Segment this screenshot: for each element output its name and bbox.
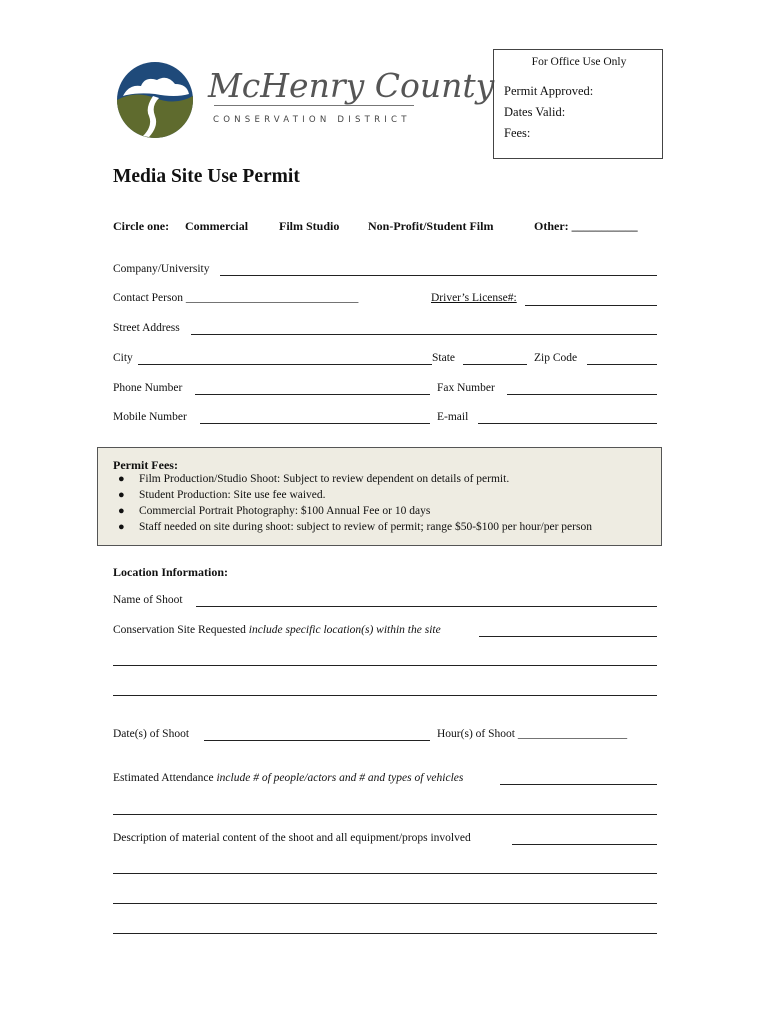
bullet-icon: ● <box>118 505 125 517</box>
description-label: Description of material content of the shoot and all equipment/props involved <box>113 832 471 844</box>
zip-input[interactable] <box>587 364 657 365</box>
description-line-2[interactable] <box>113 873 657 874</box>
site-requested-text: Conservation Site Requested <box>113 624 246 636</box>
email-label: E-mail <box>437 411 469 423</box>
site-requested-label <box>113 624 441 636</box>
circle-one-label: Circle one: <box>113 219 170 233</box>
description-line-3[interactable] <box>113 903 657 904</box>
dates-of-shoot-label: Date(s) of Shoot <box>113 728 190 740</box>
mobile-label: Mobile Number <box>113 411 187 423</box>
district-logo-icon <box>115 60 195 140</box>
street-input[interactable] <box>191 334 657 335</box>
attendance-note: include # of people/actors and # and types of vehicles <box>216 772 464 784</box>
email-input[interactable] <box>478 423 657 424</box>
logo-name: McHenry County <box>208 66 495 105</box>
dates-of-shoot-input[interactable] <box>204 740 430 741</box>
phone-input[interactable] <box>195 394 430 395</box>
location-heading: Location Information: <box>113 565 228 579</box>
fee-item <box>118 521 592 533</box>
contact-label[interactable]: Contact Person ______________________________ <box>113 292 359 304</box>
city-input[interactable] <box>138 364 432 365</box>
state-label: State <box>432 352 455 364</box>
page-title: Media Site Use Permit <box>113 166 300 187</box>
state-input[interactable] <box>463 364 527 365</box>
fee-item-text: Staff needed on site during shoot: subject to review of permit; range $50-$100 per hour/per person <box>139 521 592 533</box>
fee-item <box>118 473 510 485</box>
option-commercial[interactable]: Commercial <box>185 219 249 233</box>
site-requested-line-3[interactable] <box>113 695 657 696</box>
fees-label: Fees: <box>504 126 531 140</box>
fee-item-text: Student Production: Site use fee waived. <box>139 489 326 501</box>
site-requested-input[interactable] <box>479 636 657 637</box>
attendance-text: Estimated Attendance <box>113 772 214 784</box>
fee-item <box>118 505 431 517</box>
fee-item-text: Commercial Portrait Photography: $100 Annual Fee or 10 days <box>139 505 431 517</box>
fee-item <box>118 489 326 501</box>
company-input[interactable] <box>220 275 657 276</box>
fee-item-text: Film Production/Studio Shoot: Subject to review dependent on details of permit. <box>139 473 510 485</box>
permit-approved-label: Permit Approved: <box>504 84 594 98</box>
fax-input[interactable] <box>507 394 657 395</box>
zip-label: Zip Code <box>534 352 578 364</box>
office-use-box <box>493 49 663 159</box>
option-non-profit[interactable]: Non-Profit/Student Film <box>368 219 494 233</box>
city-label: City <box>113 352 133 364</box>
hours-of-shoot-label[interactable]: Hour(s) of Shoot ___________________ <box>437 728 628 740</box>
bullet-icon: ● <box>118 473 125 485</box>
description-input[interactable] <box>512 844 657 845</box>
drivers-license-label: Driver’s License#: <box>431 292 517 304</box>
description-line-4[interactable] <box>113 933 657 934</box>
office-use-title: For Office Use Only <box>531 56 627 68</box>
dates-valid-label: Dates Valid: <box>504 105 566 119</box>
permit-fees-box <box>97 447 662 546</box>
mobile-input[interactable] <box>200 423 430 424</box>
attendance-input[interactable] <box>500 784 657 785</box>
street-label: Street Address <box>113 322 180 334</box>
option-other[interactable]: Other: ___________ <box>534 219 638 233</box>
name-of-shoot-input[interactable] <box>196 606 657 607</box>
site-requested-note: include specific location(s) within the site <box>248 624 441 636</box>
drivers-license-input[interactable] <box>525 305 657 306</box>
bullet-icon: ● <box>118 489 125 501</box>
logo-subtitle: CONSERVATION DISTRICT <box>213 115 411 125</box>
site-requested-line-2[interactable] <box>113 665 657 666</box>
logo-underline <box>214 105 414 106</box>
phone-label: Phone Number <box>113 382 183 394</box>
permit-fees-heading: Permit Fees: <box>113 458 178 472</box>
attendance-label <box>113 772 463 784</box>
option-film-studio[interactable]: Film Studio <box>279 219 340 233</box>
bullet-icon: ● <box>118 521 125 533</box>
fax-label: Fax Number <box>437 382 495 394</box>
name-of-shoot-label: Name of Shoot <box>113 594 183 606</box>
company-label: Company/University <box>113 263 210 275</box>
attendance-line-2[interactable] <box>113 814 657 815</box>
